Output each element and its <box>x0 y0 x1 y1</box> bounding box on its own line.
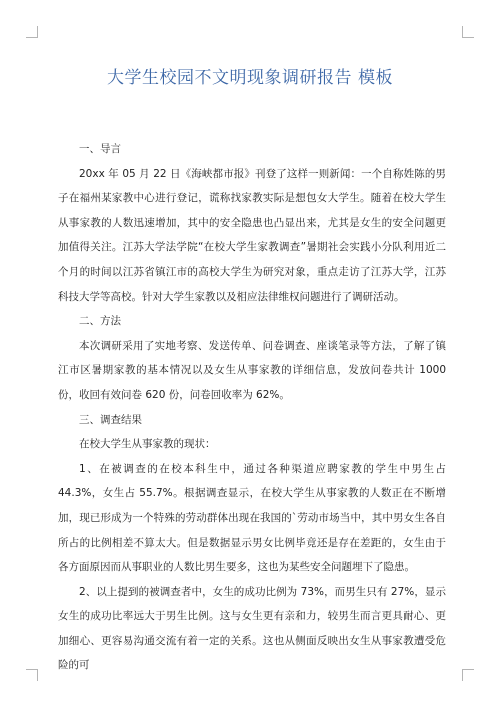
crop-mark-bottom-left <box>26 669 38 681</box>
paragraph-intro: 20xx 年 05 月 22 日《海峡都市报》刊登了这样一则新闻：一个自称姓陈的男子在福州某家教中心进行登记，谎称找家教实际是想包女大学生。随着在校大学生从事家教的人数迅速增加，其中的安全隐患也凸显出来，尤其是女生的安全问题更加值得关注。江苏大学法学院“在校大学生家教调查”暑期社会实践小分队利用近二个月的时间以江苏省镇江市的高校大学生为研究对象，重点走访了江苏大学，江苏科技大学等高校。针对大学生家教以及相应法律维权问题进行了调研活动。 <box>58 167 446 303</box>
paragraph-results-lead: 在校大学生从事家教的现状： <box>79 438 216 451</box>
section-heading-results: 三、调查结果 <box>79 413 142 426</box>
paragraph-result-2: 2、以上提到的被调查者中，女生的成功比例为 73%，而男生只有 27%，显示女生的成功比率远大于男生比例。这与女生更有亲和力，较男生而言更具耐心、更加细心、更容易沟通交流有着一定的关系。这也从侧面反映出女生从事家教遭受危险的可 <box>58 585 446 672</box>
crop-mark-top-left <box>26 26 38 38</box>
document-body <box>58 137 446 678</box>
crop-mark-top-right <box>462 26 474 38</box>
paragraph-result-1: 1、在被调查的在校本科生中，通过各种渠道应聘家教的学生中男生占 44.3%，女生占 55.7%。根据调查显示，在校大学生从事家教的人数正在不断增加，现已形成为一个特殊的劳动群体出现在我国的`劳动市场当中，其中男女生各自所占的比例相差不算太大。但是数据显示男女比例毕竟还是存在差距的，女生由于各方面原因而从事职业的人数比男生要多，这也为某些安全问题埋下了隐患。 <box>58 462 446 574</box>
section-heading-intro: 一、导言 <box>79 143 121 155</box>
document-title: 大学生校园不文明现象调研报告 模板 <box>107 68 393 88</box>
paragraph-method: 本次调研采用了实地考察、发送传单、问卷调查、座谈笔录等方法，了解了镇江市区暑期家教的基本情况以及女生从事家教的详细信息，发放问卷共计 1000 份，收回有效问卷 620 份，问卷回收率为 62%。 <box>58 339 446 401</box>
crop-mark-bottom-right <box>462 669 474 681</box>
section-heading-method: 二、方法 <box>79 315 121 328</box>
